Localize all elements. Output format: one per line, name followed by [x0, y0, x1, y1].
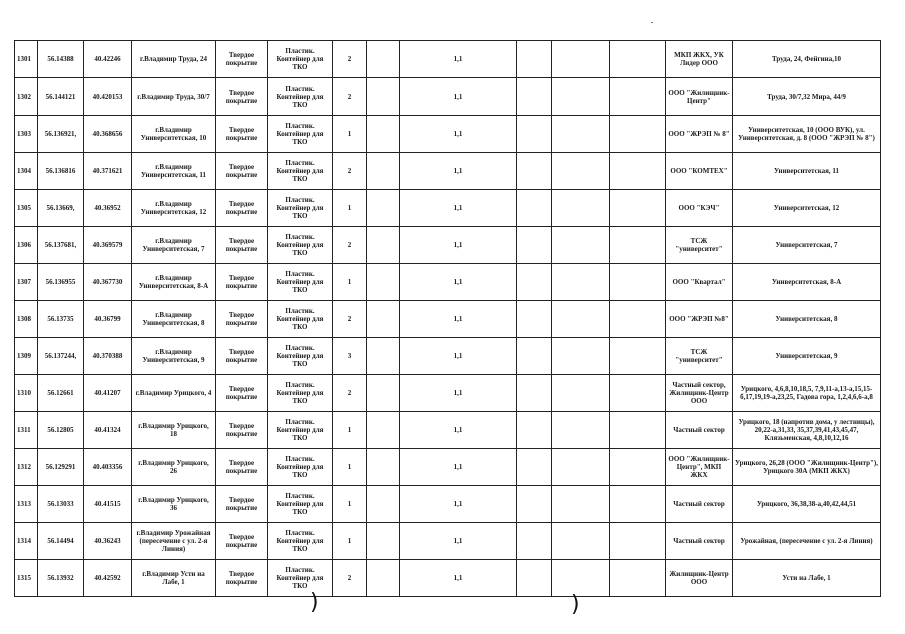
row-number: 1301	[15, 41, 38, 78]
latitude: 56.13735	[38, 301, 84, 338]
table-row	[15, 264, 881, 301]
empty-cell	[517, 227, 552, 264]
empty-cell	[367, 264, 400, 301]
container-type: Пластик. Контейнер для ТКО	[268, 523, 333, 560]
managing-organization: Частный сектор	[666, 412, 733, 449]
empty-cell	[610, 190, 666, 227]
empty-cell	[517, 412, 552, 449]
container-type: Пластик. Контейнер для ТКО	[268, 41, 333, 78]
surface-type: Твердое покрытие	[216, 153, 268, 190]
table-row	[15, 301, 881, 338]
managing-organization: Жилищник-Центр ООО	[666, 560, 733, 597]
latitude: 56.12661	[38, 375, 84, 412]
empty-cell	[552, 375, 610, 412]
row-number: 1306	[15, 227, 38, 264]
surface-type: Твердое покрытие	[216, 412, 268, 449]
container-volume: 1,1	[400, 449, 517, 486]
address: г.Владимир Усти на Лабе, 1	[132, 560, 216, 597]
latitude: 56.14388	[38, 41, 84, 78]
surface-type: Твердое покрытие	[216, 449, 268, 486]
longitude: 40.42592	[84, 560, 132, 597]
empty-cell	[517, 190, 552, 227]
longitude: 40.41515	[84, 486, 132, 523]
address: г.Владимир Университетская, 9	[132, 338, 216, 375]
table-row	[15, 153, 881, 190]
waste-source-addresses: Труда, 24, Фейгина,10	[733, 41, 881, 78]
row-number: 1303	[15, 116, 38, 153]
table-row	[15, 116, 881, 153]
container-volume: 1,1	[400, 560, 517, 597]
empty-cell	[610, 560, 666, 597]
empty-cell	[517, 486, 552, 523]
empty-cell	[552, 301, 610, 338]
managing-organization: ООО "КОМТЕХ"	[666, 153, 733, 190]
empty-cell	[517, 264, 552, 301]
surface-type: Твердое покрытие	[216, 41, 268, 78]
surface-type: Твердое покрытие	[216, 560, 268, 597]
address: г.Владимир Университетская, 10	[132, 116, 216, 153]
row-number: 1310	[15, 375, 38, 412]
waste-source-addresses: Университетская, 8	[733, 301, 881, 338]
empty-cell	[517, 560, 552, 597]
row-number: 1302	[15, 78, 38, 116]
longitude: 40.36799	[84, 301, 132, 338]
row-number: 1305	[15, 190, 38, 227]
waste-source-addresses: Университетская, 7	[733, 227, 881, 264]
latitude: 56.13932	[38, 560, 84, 597]
container-count: 2	[333, 560, 367, 597]
surface-type: Твердое покрытие	[216, 190, 268, 227]
latitude: 56.137681,	[38, 227, 84, 264]
surface-type: Твердое покрытие	[216, 116, 268, 153]
container-volume: 1,1	[400, 301, 517, 338]
empty-cell	[552, 412, 610, 449]
table-row	[15, 227, 881, 264]
address: г.Владимир Университетская, 7	[132, 227, 216, 264]
table-row	[15, 412, 881, 449]
managing-organization: ООО "КЭЧ"	[666, 190, 733, 227]
empty-cell	[552, 41, 610, 78]
managing-organization: ООО "Квартал"	[666, 264, 733, 301]
container-type: Пластик. Контейнер для ТКО	[268, 560, 333, 597]
container-count: 1	[333, 190, 367, 227]
container-type: Пластик. Контейнер для ТКО	[268, 449, 333, 486]
managing-organization: ООО "ЖРЭП № 8"	[666, 116, 733, 153]
container-type: Пластик. Контейнер для ТКО	[268, 190, 333, 227]
container-type: Пластик. Контейнер для ТКО	[268, 486, 333, 523]
surface-type: Твердое покрытие	[216, 264, 268, 301]
container-count: 2	[333, 301, 367, 338]
container-type: Пластик. Контейнер для ТКО	[268, 375, 333, 412]
empty-cell	[610, 301, 666, 338]
empty-cell	[367, 412, 400, 449]
container-type: Пластик. Контейнер для ТКО	[268, 412, 333, 449]
longitude: 40.41324	[84, 412, 132, 449]
empty-cell	[610, 412, 666, 449]
container-volume: 1,1	[400, 375, 517, 412]
longitude: 40.41207	[84, 375, 132, 412]
address: г.Владимир Урожайная (пересечение с ул. 2-я Линия)	[132, 523, 216, 560]
managing-organization: ООО "Жилищник-Центр"	[666, 78, 733, 116]
container-volume: 1,1	[400, 338, 517, 375]
empty-cell	[610, 486, 666, 523]
container-volume: 1,1	[400, 116, 517, 153]
container-type: Пластик. Контейнер для ТКО	[268, 301, 333, 338]
container-count: 3	[333, 338, 367, 375]
address: г.Владимир Урицкого, 4	[132, 375, 216, 412]
managing-organization: ТСЖ "университет"	[666, 227, 733, 264]
empty-cell	[367, 523, 400, 560]
latitude: 56.14494	[38, 523, 84, 560]
empty-cell	[552, 116, 610, 153]
row-number: 1304	[15, 153, 38, 190]
container-count: 1	[333, 264, 367, 301]
row-number: 1314	[15, 523, 38, 560]
container-count: 2	[333, 41, 367, 78]
empty-cell	[552, 523, 610, 560]
empty-cell	[517, 523, 552, 560]
row-number: 1308	[15, 301, 38, 338]
waste-source-addresses: Урицкого, 18 (напротив дома, у лестницы), 20,22-а,31,33, 35,37,39,41,43,45,47, Клязьменская, 4,8,10,12,16	[733, 412, 881, 449]
table-row	[15, 449, 881, 486]
surface-type: Твердое покрытие	[216, 227, 268, 264]
surface-type: Твердое покрытие	[216, 78, 268, 116]
container-count: 2	[333, 375, 367, 412]
longitude: 40.371621	[84, 153, 132, 190]
empty-cell	[552, 264, 610, 301]
empty-cell	[517, 78, 552, 116]
longitude: 40.369579	[84, 227, 132, 264]
managing-organization: Частный сектор	[666, 486, 733, 523]
address: г.Владимир Труда, 30/7	[132, 78, 216, 116]
latitude: 56.144121	[38, 78, 84, 116]
empty-cell	[517, 338, 552, 375]
address: г.Владимир Урицкого, 26	[132, 449, 216, 486]
empty-cell	[610, 264, 666, 301]
container-type: Пластик. Контейнер для ТКО	[268, 264, 333, 301]
longitude: 40.36243	[84, 523, 132, 560]
latitude: 56.12805	[38, 412, 84, 449]
row-number: 1307	[15, 264, 38, 301]
longitude: 40.403356	[84, 449, 132, 486]
container-type: Пластик. Контейнер для ТКО	[268, 227, 333, 264]
container-count: 1	[333, 523, 367, 560]
table-row	[15, 486, 881, 523]
container-count: 2	[333, 78, 367, 116]
empty-cell	[610, 375, 666, 412]
container-sites-table	[14, 40, 881, 597]
surface-type: Твердое покрытие	[216, 523, 268, 560]
table-row	[15, 338, 881, 375]
container-count: 1	[333, 116, 367, 153]
surface-type: Твердое покрытие	[216, 338, 268, 375]
latitude: 56.136921,	[38, 116, 84, 153]
waste-source-addresses: Университетская, 12	[733, 190, 881, 227]
longitude: 40.370388	[84, 338, 132, 375]
container-volume: 1,1	[400, 190, 517, 227]
empty-cell	[610, 153, 666, 190]
table-row	[15, 375, 881, 412]
waste-source-addresses: Университетская, 9	[733, 338, 881, 375]
address: г.Владимир Университетская, 8-А	[132, 264, 216, 301]
empty-cell	[367, 449, 400, 486]
empty-cell	[610, 78, 666, 116]
container-count: 1	[333, 412, 367, 449]
table-row	[15, 78, 881, 116]
empty-cell	[367, 78, 400, 116]
empty-cell	[367, 116, 400, 153]
surface-type: Твердое покрытие	[216, 375, 268, 412]
row-number: 1311	[15, 412, 38, 449]
empty-cell	[367, 301, 400, 338]
container-volume: 1,1	[400, 41, 517, 78]
container-volume: 1,1	[400, 153, 517, 190]
registry-sheet	[14, 40, 881, 597]
container-count: 1	[333, 486, 367, 523]
latitude: 56.136955	[38, 264, 84, 301]
waste-source-addresses: Урицкого, 36,38,38-а,40,42,44,51	[733, 486, 881, 523]
address: г.Владимир Урицкого, 36	[132, 486, 216, 523]
empty-cell	[367, 153, 400, 190]
empty-cell	[367, 227, 400, 264]
longitude: 40.420153	[84, 78, 132, 116]
container-type: Пластик. Контейнер для ТКО	[268, 116, 333, 153]
empty-cell	[610, 41, 666, 78]
empty-cell	[552, 190, 610, 227]
managing-organization: Частный сектор	[666, 523, 733, 560]
empty-cell	[517, 375, 552, 412]
container-type: Пластик. Контейнер для ТКО	[268, 153, 333, 190]
waste-source-addresses: Университетская, 11	[733, 153, 881, 190]
latitude: 56.136816	[38, 153, 84, 190]
empty-cell	[367, 560, 400, 597]
empty-cell	[517, 116, 552, 153]
table-row	[15, 41, 881, 78]
empty-cell	[610, 449, 666, 486]
container-volume: 1,1	[400, 486, 517, 523]
surface-type: Твердое покрытие	[216, 486, 268, 523]
container-count: 2	[333, 227, 367, 264]
empty-cell	[367, 486, 400, 523]
managing-organization: ТСЖ "университет"	[666, 338, 733, 375]
waste-source-addresses: Университетская, 8-А	[733, 264, 881, 301]
table-row	[15, 560, 881, 597]
scan-speck	[651, 22, 653, 23]
address: г.Владимир Университетская, 11	[132, 153, 216, 190]
managing-organization: ООО "ЖРЭП №8"	[666, 301, 733, 338]
empty-cell	[367, 41, 400, 78]
surface-type: Твердое покрытие	[216, 301, 268, 338]
empty-cell	[552, 153, 610, 190]
empty-cell	[552, 78, 610, 116]
row-number: 1309	[15, 338, 38, 375]
container-count: 1	[333, 449, 367, 486]
row-number: 1313	[15, 486, 38, 523]
empty-cell	[552, 227, 610, 264]
table-row	[15, 190, 881, 227]
waste-source-addresses: Урицкого, 26,28 (ООО "Жилищник-Центр"), Урицкого 30А (МКП ЖКХ)	[733, 449, 881, 486]
latitude: 56.13033	[38, 486, 84, 523]
container-volume: 1,1	[400, 264, 517, 301]
empty-cell	[610, 523, 666, 560]
container-volume: 1,1	[400, 78, 517, 116]
latitude: 56.13669,	[38, 190, 84, 227]
empty-cell	[517, 153, 552, 190]
container-volume: 1,1	[400, 227, 517, 264]
empty-cell	[610, 338, 666, 375]
empty-cell	[610, 116, 666, 153]
managing-organization: ООО "Жилищник-Центр", МКП ЖКХ	[666, 449, 733, 486]
latitude: 56.137244,	[38, 338, 84, 375]
row-number: 1312	[15, 449, 38, 486]
longitude: 40.42246	[84, 41, 132, 78]
container-count: 2	[333, 153, 367, 190]
empty-cell	[552, 560, 610, 597]
managing-organization: Частный сектор, Жилищник-Центр ООО	[666, 375, 733, 412]
longitude: 40.367730	[84, 264, 132, 301]
empty-cell	[517, 301, 552, 338]
empty-cell	[367, 338, 400, 375]
address: г.Владимир Труда, 24	[132, 41, 216, 78]
empty-cell	[517, 449, 552, 486]
empty-cell	[517, 41, 552, 78]
empty-cell	[610, 227, 666, 264]
table-row	[15, 523, 881, 560]
waste-source-addresses: Университетская, 10 (ООО ВУК), ул. Университетская, д. 8 (ООО "ЖРЭП № 8")	[733, 116, 881, 153]
address: г.Владимир Урицкого, 18	[132, 412, 216, 449]
waste-source-addresses: Урожайная, (пересечение с ул. 2-я Линия)	[733, 523, 881, 560]
address: г.Владимир Университетская, 8	[132, 301, 216, 338]
address: г.Владимир Университетская, 12	[132, 190, 216, 227]
longitude: 40.368656	[84, 116, 132, 153]
row-number: 1315	[15, 560, 38, 597]
container-volume: 1,1	[400, 523, 517, 560]
managing-organization: МКП ЖКХ, УК Лидер ООО	[666, 41, 733, 78]
waste-source-addresses: Труда, 30/7,32 Мира, 44/9	[733, 78, 881, 116]
empty-cell	[552, 486, 610, 523]
scan-mark-right: )	[571, 592, 580, 617]
latitude: 56.129291	[38, 449, 84, 486]
longitude: 40.36952	[84, 190, 132, 227]
scan-mark-left: )	[310, 590, 319, 615]
container-volume: 1,1	[400, 412, 517, 449]
empty-cell	[367, 190, 400, 227]
waste-source-addresses: Усти на Лабе, 1	[733, 560, 881, 597]
empty-cell	[552, 449, 610, 486]
empty-cell	[367, 375, 400, 412]
container-type: Пластик. Контейнер для ТКО	[268, 78, 333, 116]
empty-cell	[552, 338, 610, 375]
container-type: Пластик. Контейнер для ТКО	[268, 338, 333, 375]
waste-source-addresses: Урицкого, 4,6,8,10,18,5, 7,9,11-а,13-а,15,15-б,17,19,19-а,23,25, Гадова гора, 1,2,4,6,6-а,8	[733, 375, 881, 412]
